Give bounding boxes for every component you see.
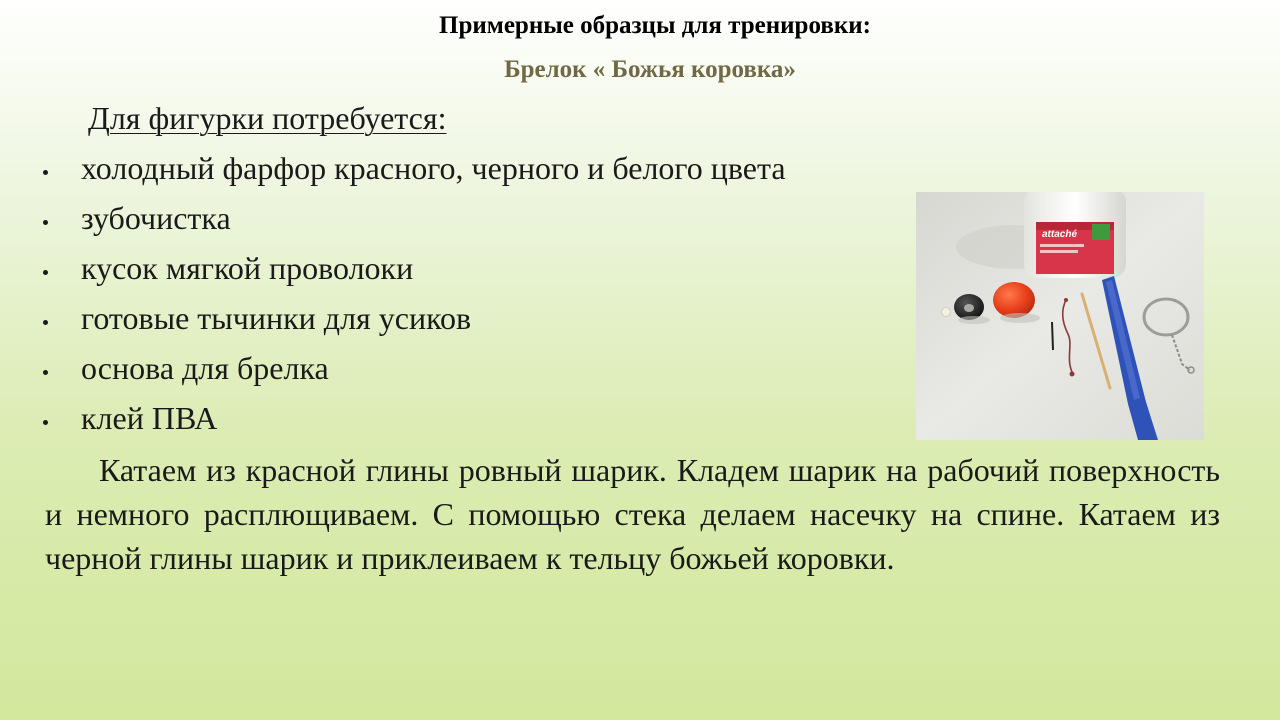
instructions-paragraph: Катаем из красной глины ровный шарик. Кладем шарик на рабочий поверхность и немного расплющиваем. С помощью стека делаем насечку на спине. Катаем из черной глины шарик и приклеиваем к тельцу божьей коровки. bbox=[45, 452, 1220, 576]
slide-subtitle: Брелок « Божья коровка» bbox=[504, 56, 796, 83]
materials-list bbox=[40, 146, 786, 446]
list-item bbox=[40, 146, 786, 196]
list-item-text: зубочистка bbox=[81, 200, 231, 236]
list-item-text: готовые тычинки для усиков bbox=[81, 300, 472, 336]
list-item-text: кусок мягкой проволоки bbox=[81, 250, 414, 286]
list-item bbox=[40, 246, 786, 296]
list-item bbox=[40, 346, 786, 396]
bullet-icon bbox=[43, 320, 48, 325]
bullet-icon bbox=[43, 420, 48, 425]
list-item bbox=[40, 196, 786, 246]
bullet-icon bbox=[43, 170, 48, 175]
bullet-icon bbox=[43, 220, 48, 225]
slide-title: Примерные образцы для тренировки: bbox=[439, 12, 871, 39]
list-item-text: клей ПВА bbox=[81, 400, 218, 436]
list-item-text: холодный фарфор красного, черного и белого цвета bbox=[81, 150, 786, 186]
bullet-icon bbox=[43, 270, 48, 275]
list-item bbox=[40, 396, 786, 446]
requirements-heading: Для фигурки потребуется: bbox=[88, 100, 447, 136]
bullet-icon bbox=[43, 370, 48, 375]
materials-photo bbox=[916, 192, 1204, 440]
glue-bottle bbox=[1024, 192, 1126, 278]
bottle-brand: attaché bbox=[1042, 229, 1078, 240]
list-item-text: основа для брелка bbox=[81, 350, 329, 386]
list-item bbox=[40, 296, 786, 346]
